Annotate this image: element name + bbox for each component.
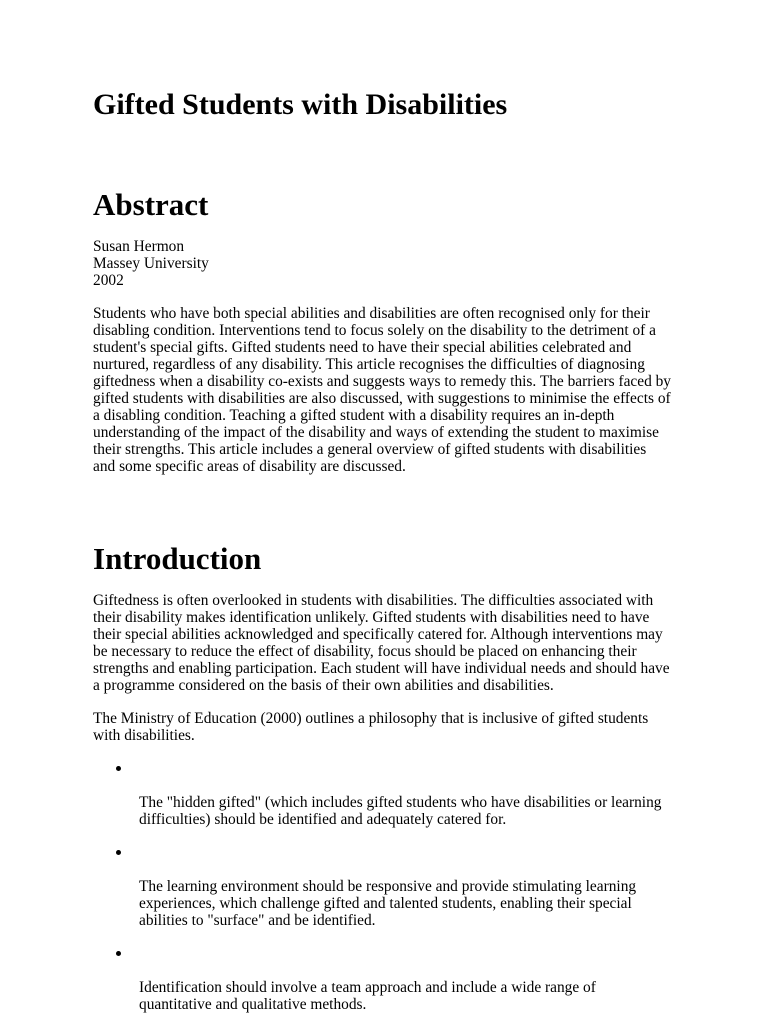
introduction-paragraph: Giftedness is often overlooked in students with disabilities. The difficulties associated with their disability makes identification unlikely. Gifted students with disabilities need to have their special abilities acknowledged and specifically catered for. Although interventions may be necessary to reduce the effect of disability, focus should be placed on enhancing their strengths and enabling participation. Each student will have individual needs and should have a programme considered on the basis of their own abilities and disabilities.	[93, 592, 670, 694]
list-item	[93, 945, 753, 1013]
document-content	[93, 0, 753, 1013]
author-affiliation: Massey University	[93, 255, 209, 272]
publication-year: 2002	[93, 272, 124, 289]
bullet-list	[93, 760, 753, 1013]
author-name: Susan Hermon	[93, 238, 185, 255]
abstract-paragraph: Students who have both special abilities and disabilities are often recognised only for their disabling condition. Interventions tend to focus solely on the disability to the detriment of a student's special gifts. Gifted students need to have their special abilities celebrated and nurtured, regardless of any disability. This article recognises the difficulties of diagnosing giftedness when a disability co-exists and suggests ways to remedy this. The barriers faced by gifted students with disabilities are also discussed, with suggestions to minimise the effects of a disabling condition. Teaching a gifted student with a disability requires an in-depth understanding of the impact of the disability and ways of extending the student to maximise their strengths. This article includes a general overview of gifted students with disabilities and some specific areas of disability are discussed.	[93, 305, 672, 475]
bullet-icon	[116, 951, 121, 956]
list-item-text: The learning environment should be responsive and provide stimulating learning experiences, which challenge gifted and talented students, enabling their special abilities to "surface" and be identified.	[139, 878, 637, 929]
ministry-paragraph: The Ministry of Education (2000) outlines a philosophy that is inclusive of gifted students with disabilities.	[93, 710, 649, 744]
list-item	[93, 844, 753, 929]
list-item	[93, 760, 753, 828]
introduction-heading: Introduction	[93, 541, 262, 576]
author-block	[93, 238, 753, 289]
bullet-icon	[116, 766, 121, 771]
list-item-text: The "hidden gifted" (which includes gifted students who have disabilities or learning difficulties) should be identified and adequately catered for.	[139, 794, 662, 828]
list-item-text: Identification should involve a team approach and include a wide range of quantitative and qualitative methods.	[139, 979, 596, 1013]
document-title: Gifted Students with Disabilities	[93, 88, 508, 121]
bullet-icon	[116, 850, 121, 855]
abstract-heading: Abstract	[93, 187, 209, 222]
